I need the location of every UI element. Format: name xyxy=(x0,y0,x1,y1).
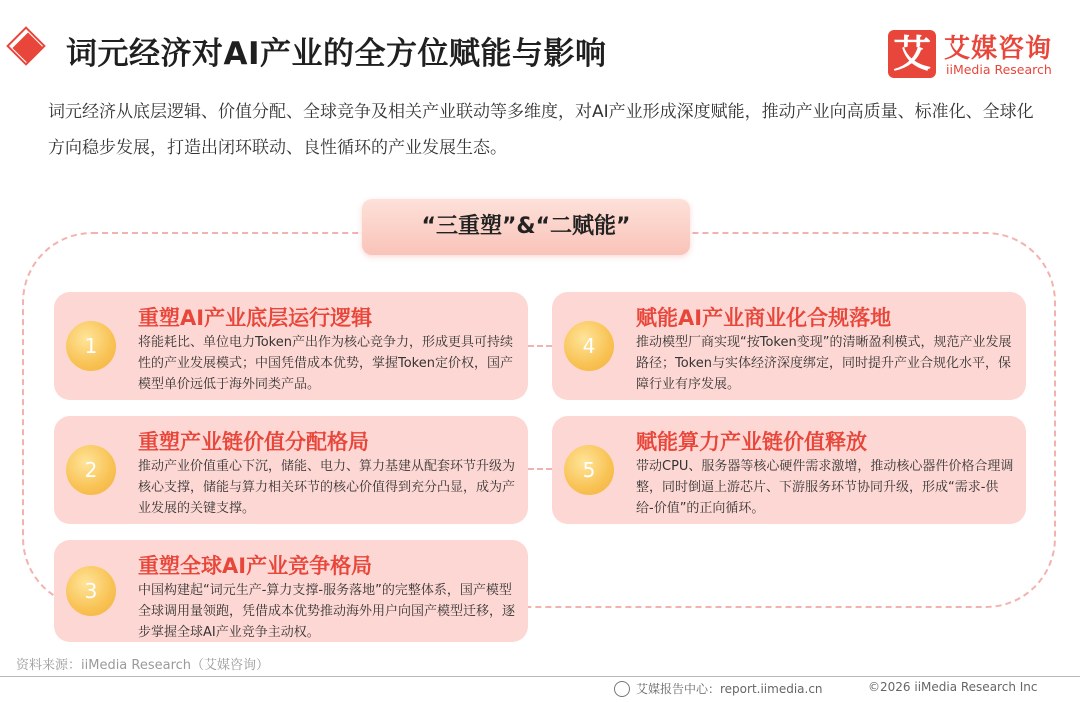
footer-divider xyxy=(0,676,1080,677)
card-5 xyxy=(552,416,1026,524)
card-1 xyxy=(54,292,528,400)
globe-icon xyxy=(614,681,630,697)
report-center-link[interactable]: 艾媒报告中心：report.iimedia.cn xyxy=(636,682,823,696)
card-4 xyxy=(552,292,1026,400)
card-body: 带动CPU、服务器等核心硬件需求激增，推动核心器件价格合理调整，同时倒逼上游芯片、下游服务环节协同升级，形成“需求-供给-价值”的正向循环。 xyxy=(636,459,1014,516)
number-badge-icon: 3 xyxy=(66,566,116,616)
card-body: 将能耗比、单位电力Token产出作为核心竞争力，形成更具可持续性的产业发展模式；中国凭借成本优势，掌握Token定价权，国产模型单价远低于海外同类产品。 xyxy=(138,335,513,392)
number-badge-icon: 1 xyxy=(66,321,116,371)
connector-line xyxy=(528,468,552,470)
card-body: 中国构建起“词元生产-算力支撑-服务落地”的完整体系，国产模型全球调用量领跑，凭借成本优势推动海外用户向国产模型迁移，逐步掌握全球AI产业竞争主动权。 xyxy=(138,583,516,640)
card-title: 重塑全球AI产业竞争格局 xyxy=(138,554,373,578)
card-body: 推动产业价值重心下沉，储能、电力、算力基建从配套环节升级为核心支撑，储能与算力相关环节的核心价值得到充分凸显，成为产业发展的关键支撑。 xyxy=(138,459,516,516)
card-title: 赋能算力产业链价值释放 xyxy=(636,430,867,454)
card-3 xyxy=(54,540,528,642)
card-2 xyxy=(54,416,528,524)
decorative-diamond-icon xyxy=(4,24,48,68)
brand-name-cn: 艾媒咨询 xyxy=(944,34,1053,64)
copyright: ©2026 iiMedia Research Inc xyxy=(868,680,1038,694)
card-title: 重塑产业链价值分配格局 xyxy=(138,430,369,454)
intro-paragraph: 词元经济从底层逻辑、价值分配、全球竞争及相关产业联动等多维度，对AI产业形成深度赋能，推动产业向高质量、标准化、全球化方向稳步发展，打造出闭环联动、良性循环的产业发展生态。 xyxy=(48,102,1034,158)
brand-mark-icon: 艾 xyxy=(888,30,936,78)
source-note: 资料来源：iiMedia Research（艾媒咨询） xyxy=(16,658,270,673)
card-body: 推动模型厂商实现“按Token变现”的清晰盈利模式，规范产业发展路径；Token与实体经济深度绑定，同时提升产业合规化水平，保障行业有序发展。 xyxy=(636,335,1012,392)
number-badge-icon: 2 xyxy=(66,445,116,495)
page-title: 词元经济对AI产业的全方位赋能与影响 xyxy=(66,36,607,72)
card-title: 重塑AI产业底层运行逻辑 xyxy=(138,306,373,330)
connector-line xyxy=(528,345,552,347)
number-badge-icon: 5 xyxy=(564,445,614,495)
brand-logo xyxy=(888,28,1068,84)
number-badge-icon: 4 xyxy=(564,321,614,371)
brand-name-en: iiMedia Research xyxy=(946,62,1052,77)
card-title: 赋能AI产业商业化合规落地 xyxy=(636,306,892,330)
center-banner: “三重塑”&“二赋能” xyxy=(362,199,690,255)
